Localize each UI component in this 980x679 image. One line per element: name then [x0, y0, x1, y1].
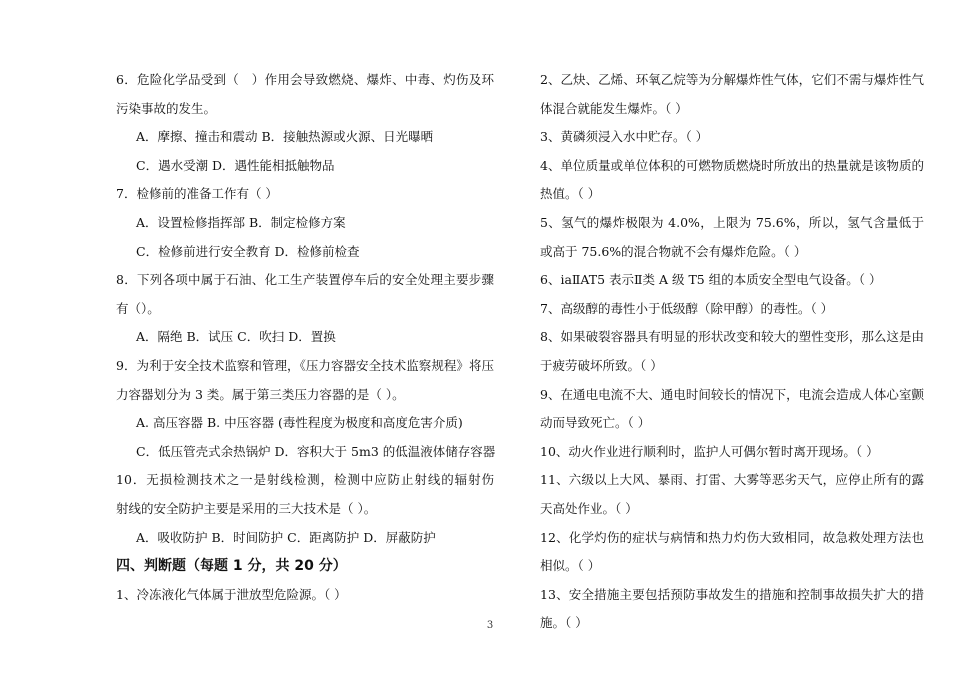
left-line-11: 力容器划分为 3 类。属于第三类压力容器的是（ ）。: [116, 386, 405, 402]
left-line-18: 1、冷冻液化气体属于泄放型危险源。（ ）: [116, 586, 347, 602]
right-line-10: 于疲劳破坏所致。（ ）: [540, 357, 663, 373]
left-line-1: 污染事故的发生。: [116, 100, 217, 116]
left-line-0: 6．危险化学品受到（ ）作用会导致燃烧、爆炸、中毒、灼伤及环: [116, 72, 494, 87]
right-line-3: 4、单位质量或单位体积的可燃物质燃烧时所放出的热量就是该物质的: [540, 157, 924, 173]
left-line-13: C．低压管壳式余热锅炉 D．容积大于 5m3 的低温液体储存容器: [136, 443, 496, 459]
left-line-8: 有（）。: [116, 300, 160, 316]
right-line-15: 天高处作业。（ ）: [540, 500, 638, 516]
right-line-0: 2、乙炔、乙烯、环氧乙烷等为分解爆炸性气体，它们不需与爆炸性气: [540, 72, 924, 87]
right-line-6: 或高于 75.6%的混合物就不会有爆炸危险。（ ）: [540, 243, 807, 259]
right-line-12: 动而导致死亡。（ ）: [540, 415, 651, 431]
left-line-4: 7．检修前的准备工作有（ ）: [116, 186, 278, 202]
right-line-17: 相似。（ ）: [540, 558, 601, 574]
right-line-16: 12、化学灼伤的症状与病情和热力灼伤大致相同，故急救处理方法也: [540, 529, 924, 545]
right-line-8: 7、高级醇的毒性小于低级醇（除甲醇）的毒性。（ ）: [540, 300, 834, 316]
right-line-14: 11、六级以上大风、暴雨、打雷、大雾等恶劣天气，应停止所有的露: [540, 472, 924, 488]
right-line-9: 8、如果破裂容器具有明显的形状改变和较大的塑性变形，那么这是由: [540, 329, 924, 345]
left-line-5: A．设置检修指挥部 B．制定检修方案: [136, 214, 346, 230]
left-line-7: 8．下列各项中属于石油、化工生产装置停车后的安全处理主要步骤: [116, 272, 494, 288]
left-line-17: 四、判断题（每题 1 分，共 20 分）: [116, 558, 347, 575]
right-line-2: 3、黄磷须浸入水中贮存。（ ）: [540, 129, 709, 145]
right-line-1: 体混合就能发生爆炸。（ ）: [540, 100, 688, 116]
left-line-12: A. 高压容器 B. 中压容器 (毒性程度为极度和高度危害介质): [136, 415, 463, 431]
left-line-16: A．吸收防护 B．时间防护 C．距离防护 D．屏蔽防护: [136, 529, 436, 545]
left-line-9: A．隔绝 B．试压 C．吹扫 D．置换: [136, 329, 336, 345]
left-line-14: 10．无损检测技术之一是射线检测，检测中应防止射线的辐射伤: [116, 472, 494, 488]
page-number: 3: [486, 620, 494, 631]
right-line-13: 10、动火作业进行顺利时，监护人可偶尔暂时离开现场。（ ）: [540, 443, 879, 459]
right-line-4: 热值。（ ）: [540, 186, 601, 202]
left-line-3: C．遇水受潮 D．遇性能相抵触物品: [136, 157, 335, 173]
left-column: [116, 66, 494, 609]
left-line-2: A．摩擦、撞击和震动 B．接触热源或火源、日光曝晒: [136, 129, 434, 145]
left-line-15: 射线的安全防护主要是采用的三大技术是（ ）。: [116, 500, 377, 516]
left-line-10: 9．为利于安全技术监察和管理，《压力容器安全技术监察规程》将压: [116, 357, 494, 373]
right-line-19: 施。（ ）: [540, 615, 588, 631]
right-line-18: 13、安全措施主要包括预防事故发生的措施和控制事故损失扩大的措: [540, 586, 924, 602]
right-column: [540, 66, 924, 638]
right-line-7: 6、iaⅡAT5 表示Ⅱ类 A 级 T5 组的本质安全型电气设备。（ ）: [540, 272, 882, 288]
right-line-5: 5、氢气的爆炸极限为 4.0%，上限为 75.6%，所以，氢气含量低于: [540, 214, 924, 230]
right-line-11: 9、在通电电流不大、通电时间较长的情况下，电流会造成人体心室颤: [540, 386, 924, 402]
left-line-6: C．检修前进行安全教育 D．检修前检查: [136, 243, 360, 259]
